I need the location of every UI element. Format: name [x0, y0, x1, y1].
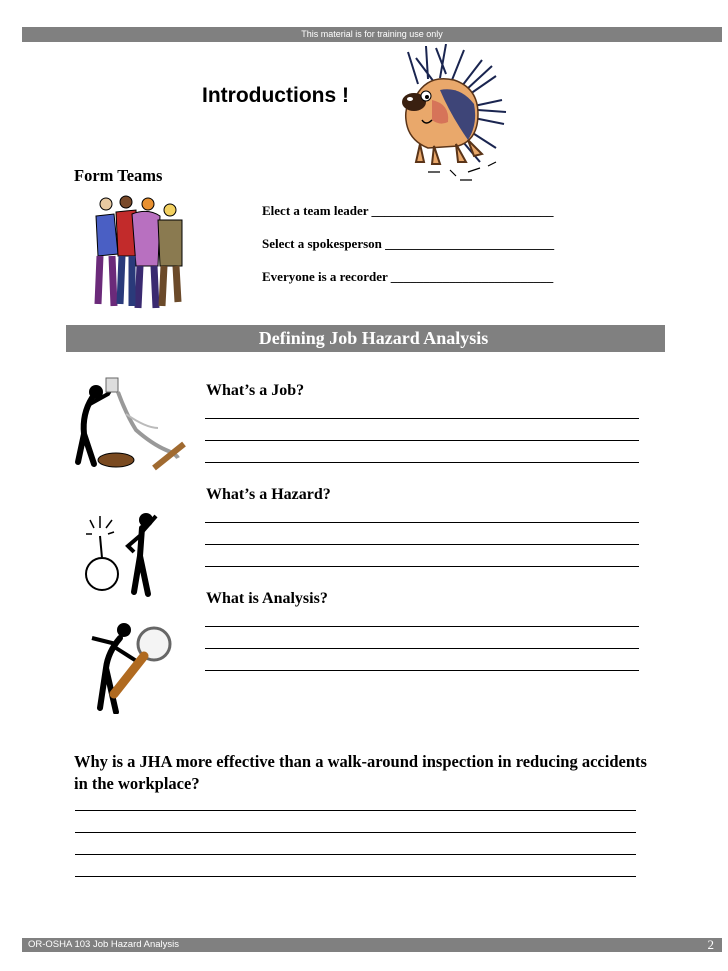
- answer-line: [205, 648, 639, 649]
- team-leader-line: Elect a team leader ____________________________: [262, 203, 554, 218]
- question-job: What’s a Job?: [206, 382, 305, 399]
- magnifier-worker-illustration: [86, 618, 176, 714]
- section-title: Defining Job Hazard Analysis: [258, 328, 489, 348]
- section-banner: [66, 325, 665, 352]
- answer-line: [75, 832, 636, 833]
- answer-line: [75, 876, 636, 877]
- answer-line: [205, 440, 639, 441]
- final-question: Why is a JHA more effective than a walk-around inspection in reducing accidents in the workplace?: [74, 752, 647, 793]
- lifting-worker-illustration: [66, 374, 190, 478]
- recorder-line: Everyone is a recorder _________________________: [262, 269, 554, 284]
- hedgehog-illustration: [388, 44, 508, 184]
- top-banner: [22, 27, 722, 42]
- question-hazard: What’s a Hazard?: [206, 486, 331, 503]
- form-teams-heading: Form Teams: [74, 166, 163, 185]
- team-group-illustration: [92, 194, 184, 316]
- answer-line: [205, 544, 639, 545]
- footer-course: OR-OSHA 103 Job Hazard Analysis: [28, 939, 180, 950]
- answer-line: [75, 854, 636, 855]
- answer-line: [205, 566, 639, 567]
- bomb-worker-illustration: [84, 506, 168, 598]
- answer-line: [205, 522, 639, 523]
- answer-line: [75, 810, 636, 811]
- page-number: 2: [707, 937, 714, 952]
- spokesperson-line: Select a spokesperson __________________________: [262, 236, 555, 251]
- footer-bar: [22, 938, 722, 952]
- answer-line: [205, 418, 639, 419]
- question-analysis: What is Analysis?: [206, 590, 328, 607]
- answer-line: [205, 626, 639, 627]
- banner-text: This material is for training use only: [301, 29, 443, 39]
- answer-line: [205, 462, 639, 463]
- page-title: Introductions !: [202, 84, 349, 107]
- answer-line: [205, 670, 639, 671]
